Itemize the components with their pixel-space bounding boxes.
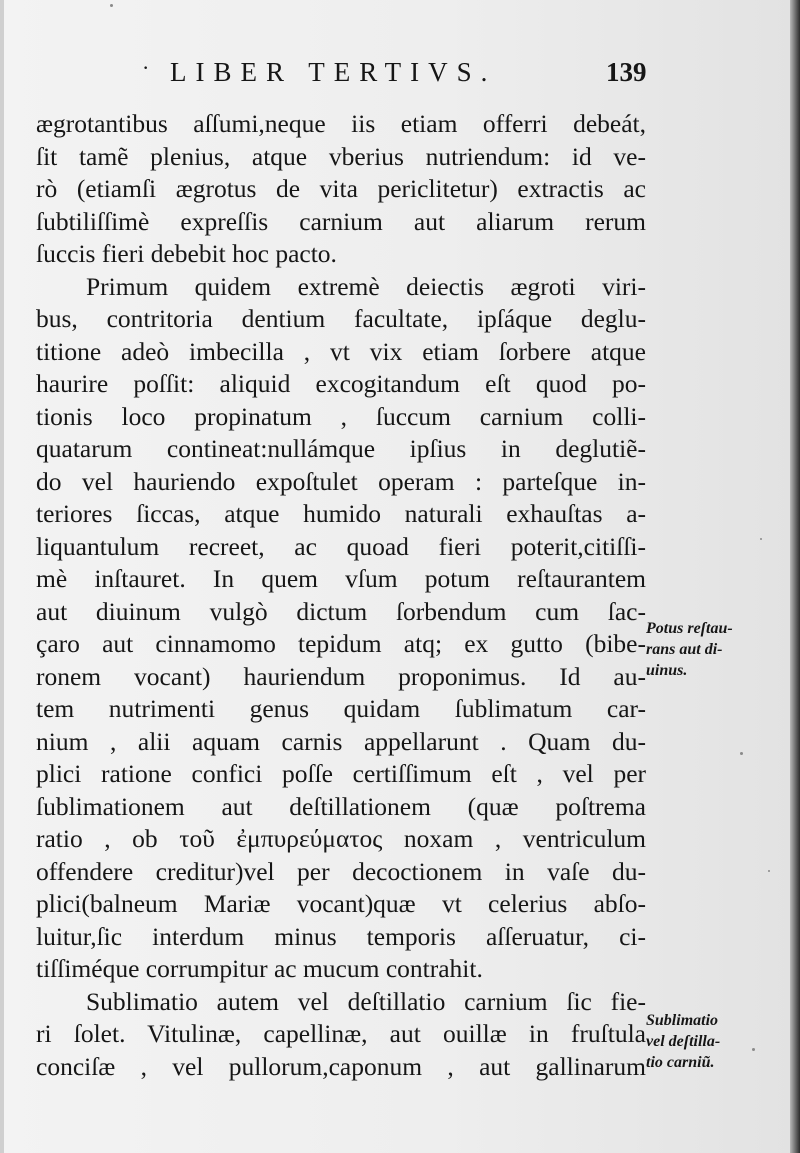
text-line: mè inſtauret. In quem vſum potum reſtaurantem: [36, 564, 646, 593]
marginal-line: Potus reſtau-: [646, 620, 733, 637]
text-line: haurire poſſit: aliquid excogitandum eſt quod po-: [36, 369, 646, 398]
text-line: ſublimationem aut deſtillationem (quæ poſtrema: [36, 791, 646, 821]
page-left-edge: [0, 0, 4, 1153]
text-line: titione adeò imbecilla , vt vix etiam ſorbere atque: [36, 336, 646, 366]
text-line: çaro aut cinnamomo tepidum atq; ex gutto (bibe-: [36, 629, 646, 658]
running-head: [0, 56, 800, 88]
text-line: teriores ſiccas, atque humido naturali exhauſtas a-: [36, 499, 646, 528]
paper-speck: [110, 4, 113, 7]
text-line: bus, contritoria dentium facultate, ipſáque deglu-: [36, 304, 646, 333]
paragraph-start-line: Primum quidem extremè deiectis ægroti viri-: [86, 271, 646, 301]
main-text-block: [36, 108, 646, 1083]
paper-speck: [752, 1048, 755, 1051]
running-title-text: LIBER TERTIVS.: [170, 57, 497, 87]
text-line: tionis loco propinatum , ſuccum carnium colli-: [36, 401, 646, 431]
text-line: tiſſiméque corrumpitur ac mucum contrahit.: [36, 954, 483, 983]
text-line: do vel hauriendo expoſtulet operam : parteſque in-: [36, 466, 646, 496]
text-line: luitur,ſic interdum minus temporis aſſeruatur, ci-: [36, 921, 646, 951]
text-line: offendere creditur)vel per decoctionem in vaſe du-: [36, 856, 646, 886]
running-title: [142, 55, 497, 88]
text-line: plici(balneum Mariæ vocant)quæ vt celerius abſo-: [36, 889, 646, 918]
marginal-note-potus: [646, 618, 774, 681]
page-number: 139: [606, 57, 647, 87]
marginal-note-sublimatio: [646, 1010, 774, 1073]
text-line: ronem vocant) hauriendum proponimus. Id au-: [36, 661, 646, 691]
text-line: quatarum contineat:nullámque ipſius in deglutiẽ-: [36, 434, 646, 463]
paper-speck: [740, 752, 743, 755]
text-line: tem nutrimenti genus quidam ſublimatum car-: [36, 694, 646, 723]
text-line: liquantulum recreet, ac quoad fieri poterit,citiſſi-: [36, 531, 646, 561]
text-line: ratio , ob τοῦ ἐμπυρεύματος noxam , ventriculum: [36, 824, 646, 853]
marginal-line: Sublimatio: [646, 1012, 719, 1029]
paper-speck: [760, 538, 762, 540]
text-line: nium , alii aquam carnis appellarunt . Quam du-: [36, 726, 646, 756]
marginal-line: uinus.: [646, 662, 688, 679]
marginal-line: vel deſtilla-: [646, 1033, 721, 1050]
text-line: conciſæ , vel pullorum,caponum , aut gallinarum: [36, 1051, 646, 1081]
marginal-line: tio carniũ.: [646, 1054, 715, 1071]
page-right-edge-shadow: [790, 0, 800, 1153]
text-line: ſuccis fieri debebit hoc pacto.: [36, 239, 337, 268]
paragraph-start-line: Sublimatio autem vel deſtillatio carnium ſic fie-: [86, 986, 646, 1016]
text-line: plici ratione confici poſſe certiſſimum eſt , vel per: [36, 759, 646, 788]
text-line: ſit tamẽ plenius, atque vberius nutriendum: id ve-: [36, 141, 646, 171]
marginal-line: rans aut di-: [646, 641, 723, 658]
text-line: rò (etiamſi ægrotus de vita periclitetur) extractis ac: [36, 174, 646, 203]
text-line: ſubtiliſſimè expreſſis carnium aut aliarum rerum: [36, 206, 646, 236]
ornament-dot: ·: [142, 55, 159, 80]
paper-speck: [768, 870, 770, 872]
text-line: ægrotantibus aſſumi,neque iis etiam offerri debeát,: [36, 109, 646, 138]
text-line: aut diuinum vulgò dictum ſorbendum cum ſac-: [36, 596, 646, 626]
text-line: ri ſolet. Vitulinæ, capellinæ, aut ouillæ in fruſtula: [36, 1019, 646, 1048]
